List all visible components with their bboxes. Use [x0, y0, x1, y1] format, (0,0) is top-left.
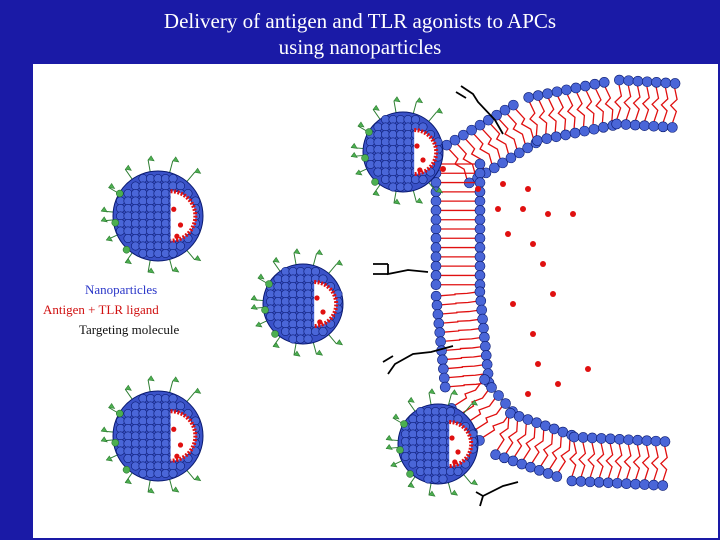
- nanoparticle-bottom-left: [101, 376, 203, 493]
- nanoparticle-fusing-bottom: [386, 389, 478, 496]
- diagram-panel: [33, 64, 718, 538]
- legend-nanoparticles: Nanoparticles: [85, 282, 158, 297]
- title-line-2: using nanoparticles: [278, 35, 442, 59]
- receptor-mid: [373, 264, 428, 274]
- legend-antigen-tlr-ligand: Antigen + TLR ligand: [43, 302, 159, 317]
- nanoparticle-center: [251, 249, 343, 356]
- slide-title: [0, 8, 720, 60]
- nanoparticles: [101, 97, 478, 496]
- receptor-bottom: [476, 482, 518, 506]
- title-line-1: Delivery of antigen and TLR agonists to APCs: [163, 9, 557, 33]
- nanoparticle-fusing-top: [351, 97, 443, 204]
- legend-targeting-molecule: Targeting molecule: [79, 322, 180, 337]
- nanoparticle-top-left: [101, 156, 203, 273]
